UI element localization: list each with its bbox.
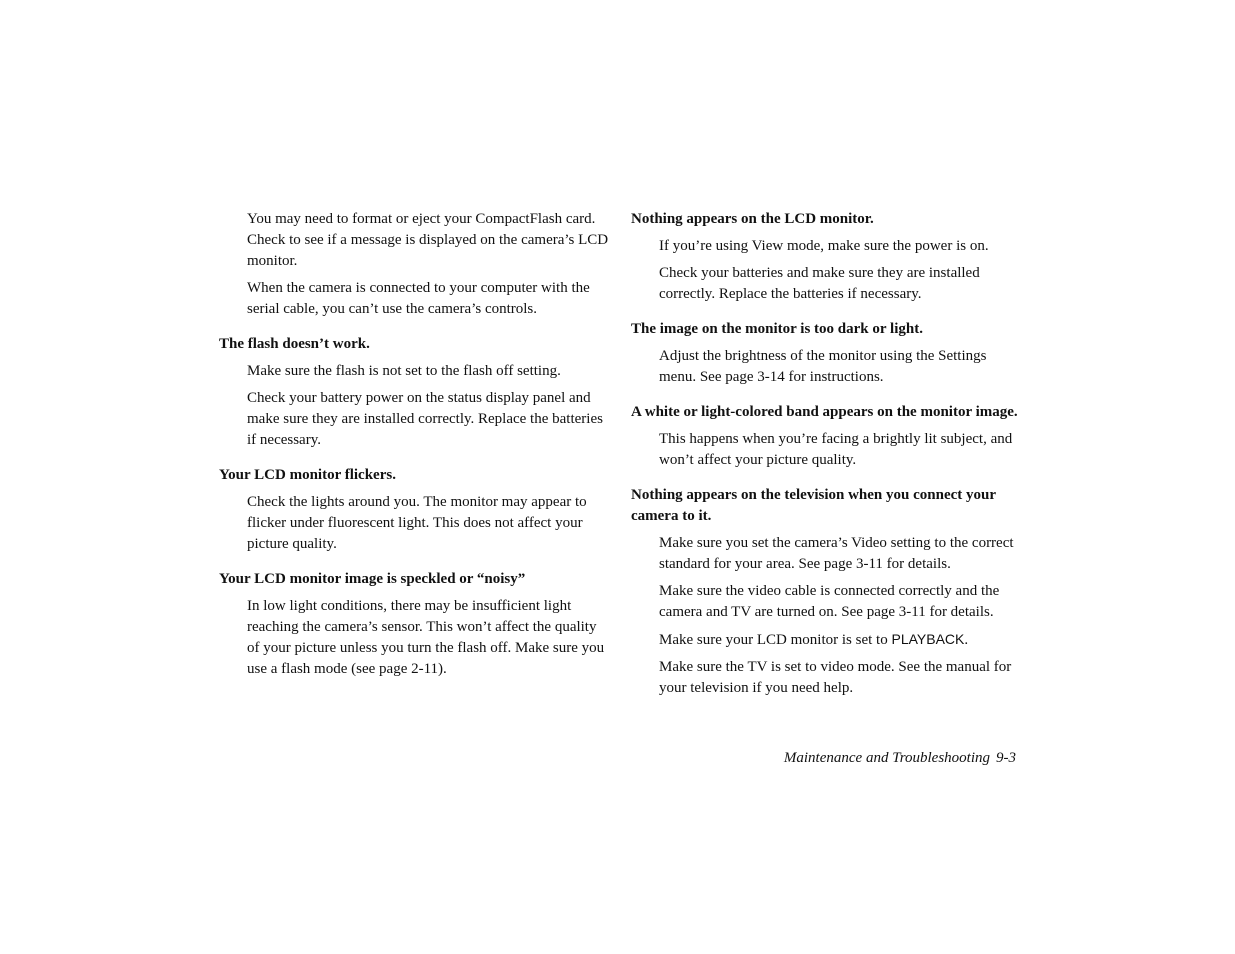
body-paragraph: Make sure the TV is set to video mode. See the manual for your television if you need help. [659,659,1012,696]
section-heading: Your LCD monitor image is speckled or “noisy” [219,571,526,587]
section-heading: A white or light-colored band appears on the monitor image. [631,404,1018,420]
playback-text-before: Make sure your LCD monitor is set to [659,632,892,648]
section-heading: Nothing appears on the television when you connect your camera to it. [631,487,996,524]
body-paragraph: When the camera is connected to your computer with the serial cable, you can’t use the camera’s controls. [247,280,590,317]
body-paragraph: This happens when you’re facing a brightly lit subject, and won’t affect your picture quality. [659,431,1013,468]
playback-text-after: . [964,632,969,648]
body-paragraph: Adjust the brightness of the monitor using the Settings menu. See page 3-14 for instructions. [659,348,987,385]
section-heading: Your LCD monitor flickers. [219,467,396,483]
section-heading: The flash doesn’t work. [219,336,370,352]
body-paragraph: Check your batteries and make sure they are installed correctly. Replace the batteries if necessary. [659,265,980,302]
body-paragraph: Make sure the flash is not set to the flash off setting. [247,363,561,379]
right-column [631,209,1026,705]
body-paragraph: Check your battery power on the status display panel and make sure they are installed correctly. Replace the batteries if necessary. [247,390,603,448]
section-heading: Nothing appears on the LCD monitor. [631,211,874,227]
footer-chapter-title: Maintenance and Troubleshooting [783,750,990,766]
body-paragraph: You may need to format or eject your CompactFlash card. Check to see if a message is displayed on the camera’s LCD monitor. [247,211,609,269]
body-paragraph: Make sure you set the camera’s Video setting to the correct standard for your area. See page 3-11 for details. [659,535,1014,572]
playback-keyword: PLAYBACK [891,631,965,647]
page-footer [784,748,1016,769]
body-paragraph: In low light conditions, there may be insufficient light reaching the camera’s sensor. This won’t affect the quality of your picture unless you turn the flash off. Make sure you use a flash mode (see page 2-11). [247,598,605,677]
body-paragraph: If you’re using View mode, make sure the power is on. [659,238,989,254]
left-column [219,209,609,686]
body-paragraph: Make sure the video cable is connected correctly and the camera and TV are turned on. See page 3-11 for details. [659,583,1000,620]
body-paragraph: Check the lights around you. The monitor may appear to flicker under fluorescent light. This does not affect your picture quality. [247,494,587,552]
section-heading: The image on the monitor is too dark or light. [631,321,923,337]
playback-paragraph [659,629,1026,651]
footer-page-number: 9-3 [996,750,1016,766]
